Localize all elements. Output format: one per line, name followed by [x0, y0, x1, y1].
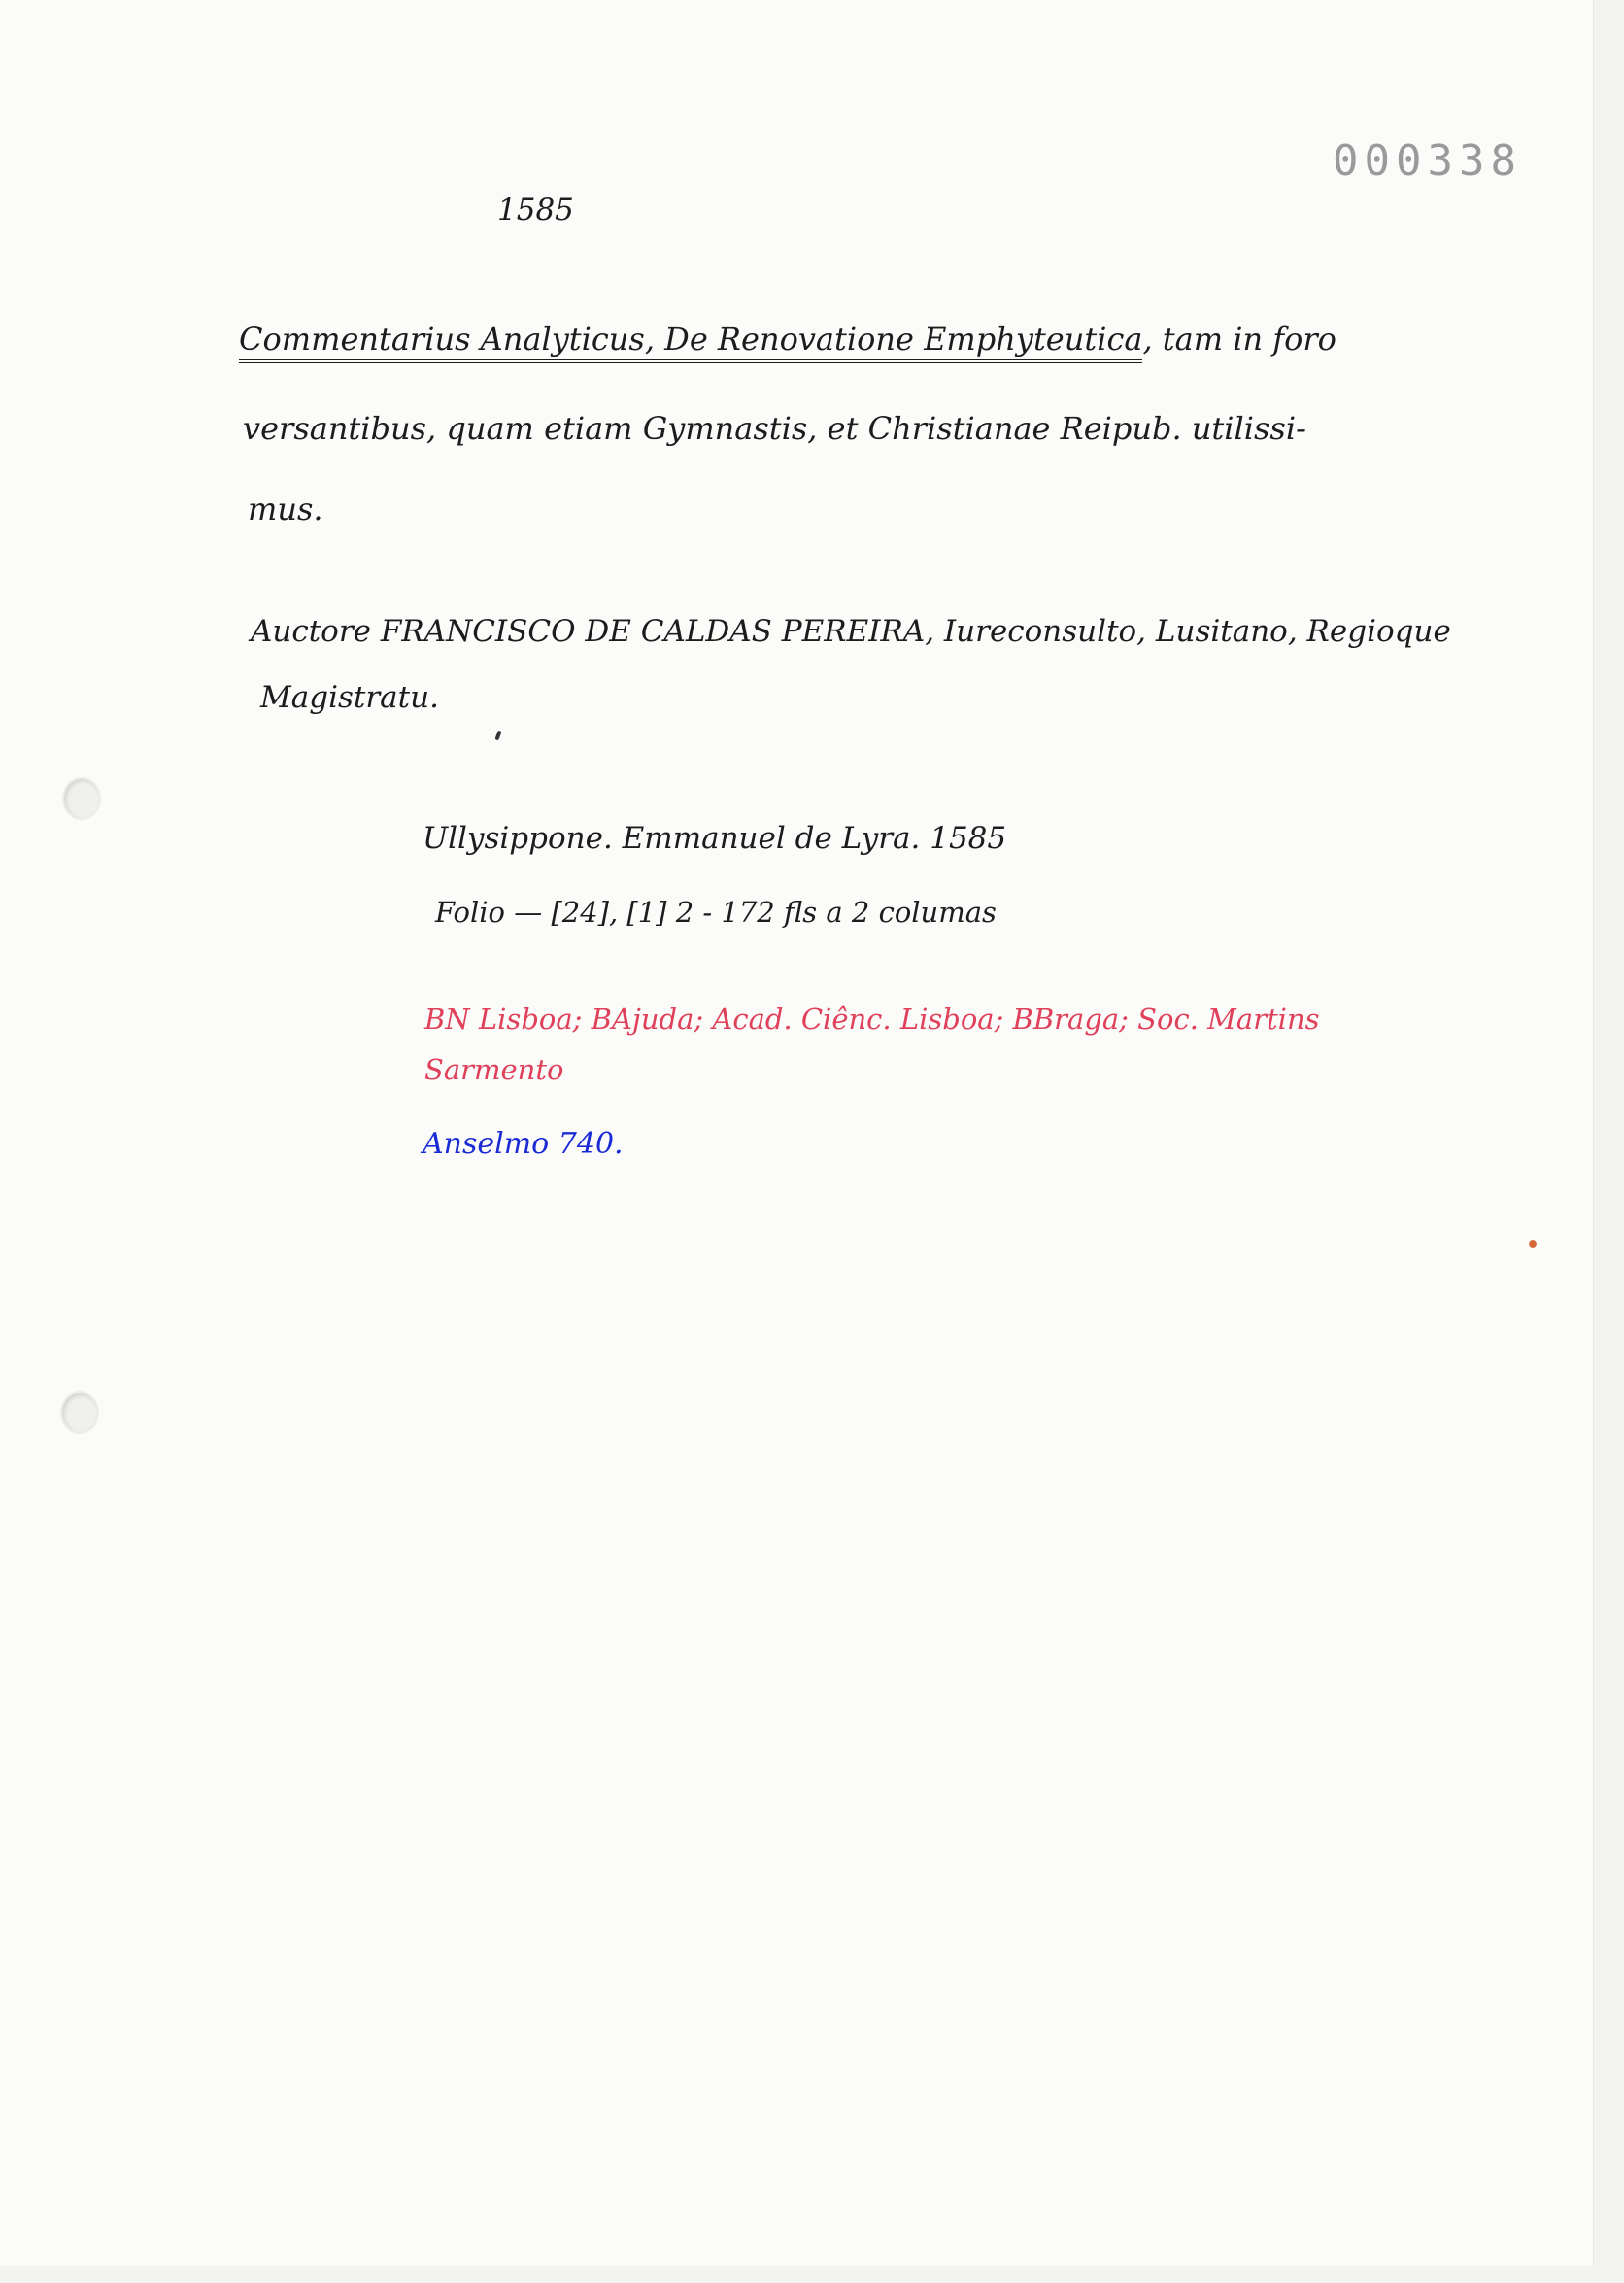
- stray-mark: [494, 731, 501, 741]
- stamp-number: 000338: [1333, 136, 1522, 186]
- holdings-line-1: BN Lisboa; BAjuda; Acad. Ciênc. Lisboa; BBraga; Soc. Martins: [424, 1003, 1320, 1036]
- title-line-3: mus.: [248, 491, 323, 528]
- author-line-2: Magistratu.: [260, 680, 439, 715]
- year-heading: 1585: [497, 192, 574, 227]
- title-line-1: [239, 321, 1336, 358]
- bibliographic-reference: Anselmo 740.: [423, 1127, 624, 1161]
- punch-hole-top: [64, 779, 99, 818]
- author-line-1: Auctore FRANCISCO DE CALDAS PEREIRA, Iureconsulto, Lusitano, Regioque: [251, 614, 1451, 649]
- ink-speck: [1529, 1240, 1537, 1248]
- title-main: Commentarius Analyticus, De Renovatione Emphyteutica: [239, 321, 1142, 363]
- collation: Folio — [24], [1] 2 - 172 fls a 2 columas: [435, 896, 997, 929]
- punch-hole-bottom: [62, 1393, 97, 1432]
- title-line-2: versantibus, quam etiam Gymnastis, et Christianae Reipub. utilissi-: [243, 410, 1306, 447]
- imprint: Ullysippone. Emmanuel de Lyra. 1585: [423, 821, 1007, 856]
- title-rest: , tam in foro: [1142, 321, 1336, 358]
- holdings-line-2: Sarmento: [424, 1053, 564, 1086]
